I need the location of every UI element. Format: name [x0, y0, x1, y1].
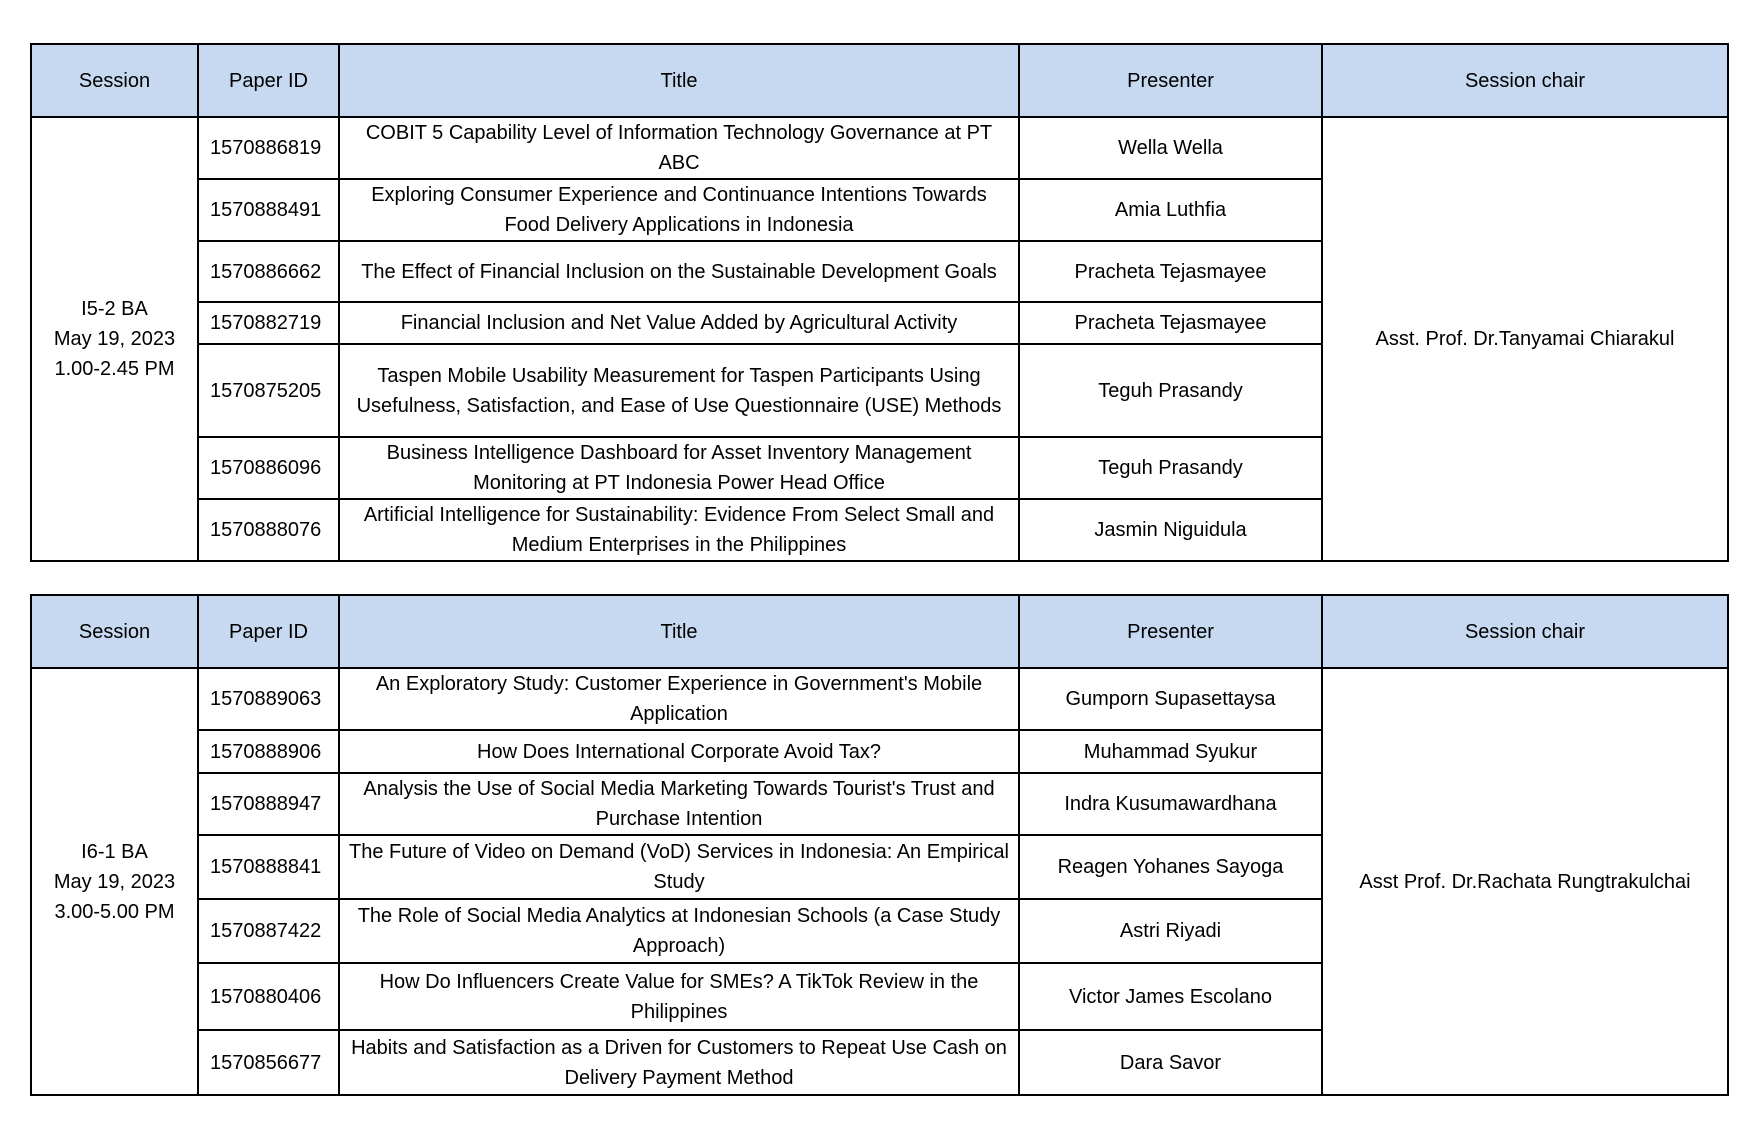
paper-title: Habits and Satisfaction as a Driven for Customers to Repeat Use Cash on Delivery Payment Method	[339, 1030, 1019, 1095]
session-info	[31, 668, 198, 1095]
session-name: I6-1 BA	[81, 840, 148, 863]
presenter: Wella Wella	[1019, 117, 1322, 179]
paper-id: 1570888076	[198, 499, 339, 561]
paper-title: Taspen Mobile Usability Measurement for Taspen Participants Using Usefulness, Satisfaction, and Ease of Use Questionnaire (USE) Methods	[339, 344, 1019, 437]
session-table-1	[30, 43, 1729, 562]
presenter: Pracheta Tejasmayee	[1019, 302, 1322, 344]
table-row	[31, 668, 1728, 730]
header-title: Title	[339, 44, 1019, 117]
paper-id: 1570886819	[198, 117, 339, 179]
presenter: Reagen Yohanes Sayoga	[1019, 835, 1322, 899]
paper-id: 1570888491	[198, 179, 339, 241]
header-session-chair: Session chair	[1322, 595, 1728, 668]
session-chair: Asst. Prof. Dr.Tanyamai Chiarakul	[1322, 117, 1728, 561]
paper-id: 1570889063	[198, 668, 339, 730]
session-info	[31, 117, 198, 561]
paper-title: How Does International Corporate Avoid Tax?	[339, 730, 1019, 773]
paper-id: 1570887422	[198, 899, 339, 963]
paper-id: 1570882719	[198, 302, 339, 344]
presenter: Amia Luthfia	[1019, 179, 1322, 241]
paper-id: 1570888947	[198, 773, 339, 835]
presenter: Muhammad Syukur	[1019, 730, 1322, 773]
presenter: Teguh Prasandy	[1019, 344, 1322, 437]
header-presenter: Presenter	[1019, 595, 1322, 668]
session-name: I5-2 BA	[81, 298, 148, 320]
paper-title: Financial Inclusion and Net Value Added by Agricultural Activity	[339, 302, 1019, 344]
header-session: Session	[31, 595, 198, 668]
paper-title: Exploring Consumer Experience and Continuance Intentions Towards Food Delivery Applications in Indonesia	[339, 179, 1019, 241]
paper-title: The Role of Social Media Analytics at Indonesian Schools (a Case Study Approach)	[339, 899, 1019, 963]
paper-title: COBIT 5 Capability Level of Information Technology Governance at PT ABC	[339, 117, 1019, 179]
presenter: Jasmin Niguidula	[1019, 499, 1322, 561]
presenter: Pracheta Tejasmayee	[1019, 241, 1322, 302]
paper-id: 1570856677	[198, 1030, 339, 1095]
paper-id: 1570888906	[198, 730, 339, 773]
header-paper-id: Paper ID	[198, 595, 339, 668]
presenter: Indra Kusumawardhana	[1019, 773, 1322, 835]
header-session-chair: Session chair	[1322, 44, 1728, 117]
session-date: May 19, 2023	[53, 328, 176, 350]
paper-title: Artificial Intelligence for Sustainability: Evidence From Select Small and Medium Enterprises in the Philippines	[339, 499, 1019, 561]
table-row	[31, 117, 1728, 179]
presenter: Gumporn Supasettaysa	[1019, 668, 1322, 730]
paper-title: An Exploratory Study: Customer Experience in Government's Mobile Application	[339, 668, 1019, 730]
paper-title: Business Intelligence Dashboard for Asset Inventory Management Monitoring at PT Indonesia Power Head Office	[339, 437, 1019, 499]
paper-title: How Do Influencers Create Value for SMEs? A TikTok Review in the Philippines	[339, 963, 1019, 1030]
paper-id: 1570880406	[198, 963, 339, 1030]
paper-title: Analysis the Use of Social Media Marketing Towards Tourist's Trust and Purchase Intention	[339, 773, 1019, 835]
header-title: Title	[339, 595, 1019, 668]
session-time: 1.00-2.45 PM	[54, 358, 175, 380]
header-session: Session	[31, 44, 198, 117]
session-chair: Asst Prof. Dr.Rachata Rungtrakulchai	[1322, 668, 1728, 1095]
paper-id: 1570886096	[198, 437, 339, 499]
header-paper-id: Paper ID	[198, 44, 339, 117]
paper-id: 1570888841	[198, 835, 339, 899]
presenter: Astri Riyadi	[1019, 899, 1322, 963]
session-time: 3.00-5.00 PM	[54, 900, 175, 923]
presenter: Teguh Prasandy	[1019, 437, 1322, 499]
paper-title: The Future of Video on Demand (VoD) Services in Indonesia: An Empirical Study	[339, 835, 1019, 899]
header-row	[31, 595, 1728, 668]
session-table-2	[30, 594, 1729, 1096]
presenter: Victor James Escolano	[1019, 963, 1322, 1030]
paper-title: The Effect of Financial Inclusion on the Sustainable Development Goals	[339, 241, 1019, 302]
header-presenter: Presenter	[1019, 44, 1322, 117]
session-date: May 19, 2023	[53, 870, 176, 893]
presenter: Dara Savor	[1019, 1030, 1322, 1095]
paper-id: 1570875205	[198, 344, 339, 437]
paper-id: 1570886662	[198, 241, 339, 302]
header-row	[31, 44, 1728, 117]
